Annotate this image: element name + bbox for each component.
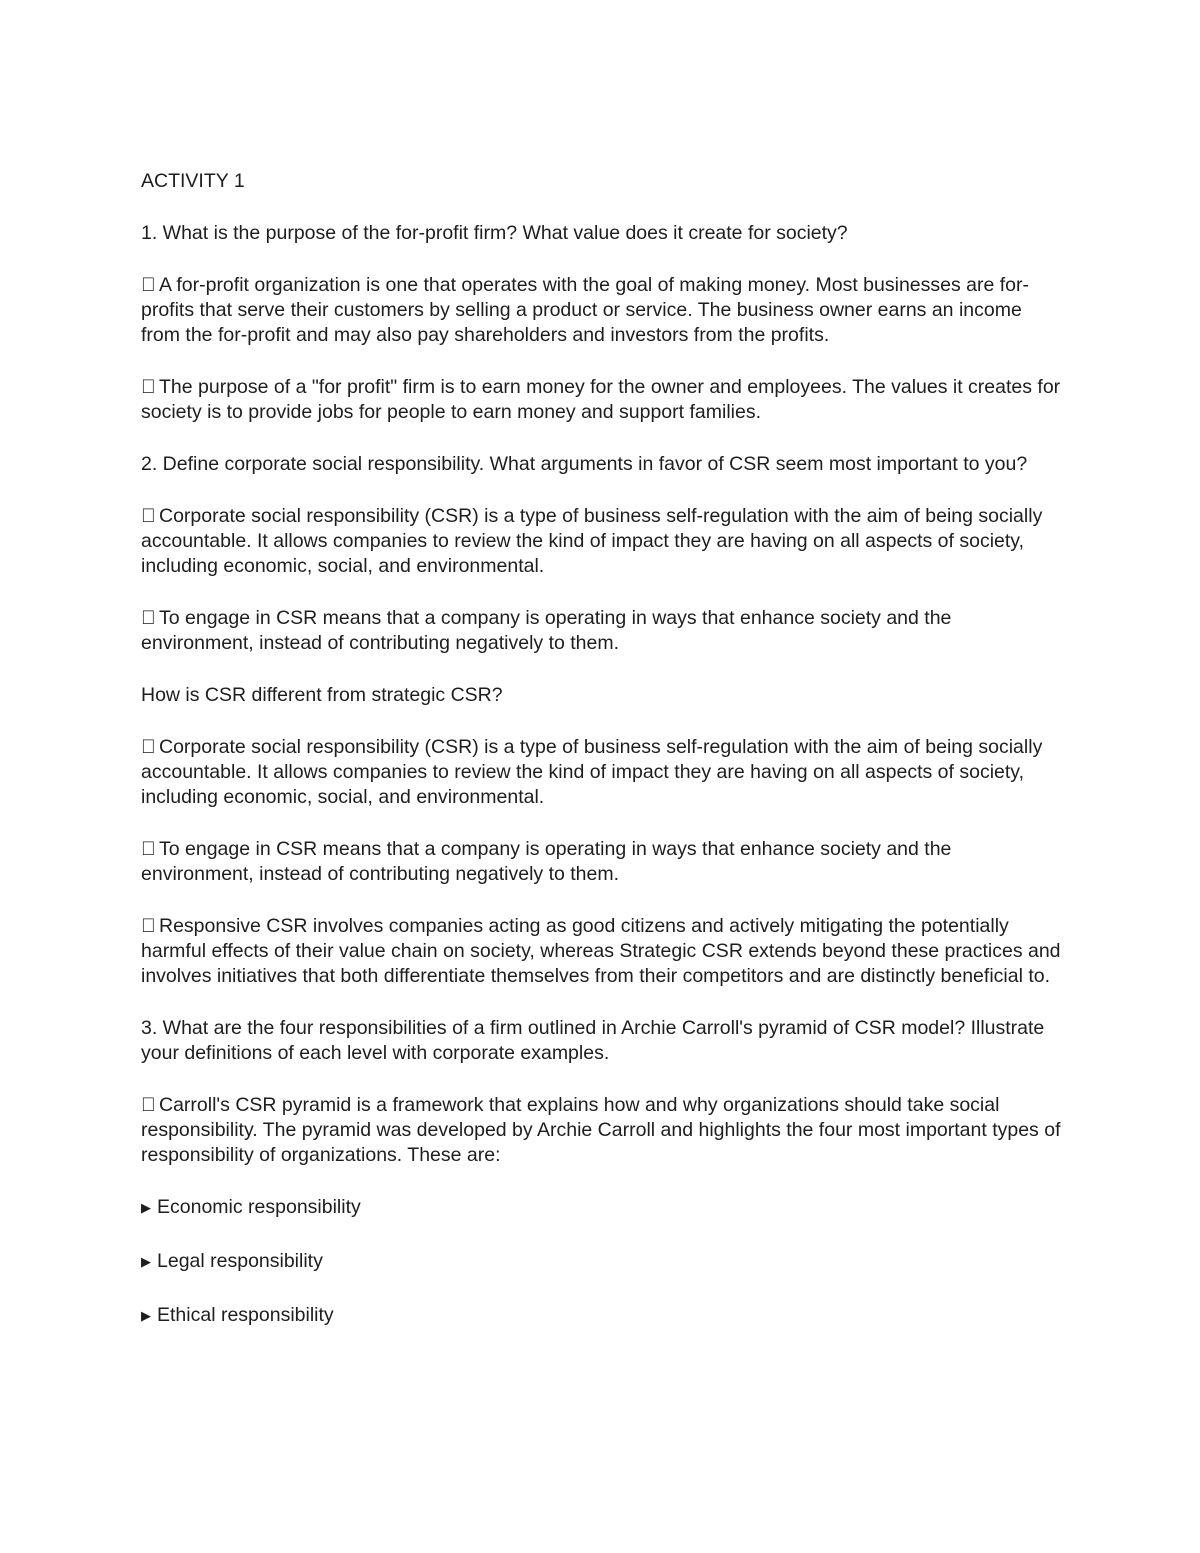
list-item (141, 1303, 1066, 1328)
list-item (141, 1249, 1066, 1274)
missing-glyph-icon (141, 504, 153, 529)
missing-glyph-icon (141, 606, 153, 631)
answer-text: To engage in CSR means that a company is operating in ways that enhance society and the environment, instead of contributing negatively to them. (141, 838, 952, 885)
answer-text: Responsive CSR involves companies acting as good citizens and actively mitigating the potentially harmful effects of their value chain on society, whereas Strategic CSR extends beyond these practices and involves initiatives that both differentiate themselves from their competitors and are distinctly beneficial to. (141, 915, 1061, 987)
answer-text: Corporate social responsibility (CSR) is a type of business self-regulation with the aim of being socially accountable. It allows companies to review the kind of impact they are having on all aspects of society, including economic, social, and environmental. (141, 505, 1043, 577)
activity-title: ACTIVITY 1 (141, 170, 245, 192)
triangle-bullet-icon: ▶ (141, 1254, 151, 1269)
answer-text: A for-profit organization is one that operates with the goal of making money. Most businesses are for-profits that serve their customers by selling a product or service. The business owner earns an income from the for-profit and may also pay shareholders and investors from the profits. (141, 274, 1030, 346)
question-3: 3. What are the four responsibilities of a firm outlined in Archie Carroll's pyramid of CSR model? Illustrate your definitions of each level with corporate examples. (141, 1017, 1045, 1064)
missing-glyph-icon (141, 735, 153, 760)
missing-glyph-icon (141, 837, 153, 862)
missing-glyph-icon (141, 1093, 153, 1118)
answer-paragraph (141, 273, 1066, 348)
missing-glyph-icon (141, 273, 153, 298)
triangle-bullet-icon: ▶ (141, 1200, 151, 1215)
document-page (141, 169, 1066, 1357)
answer-paragraph (141, 375, 1066, 425)
answer-text: To engage in CSR means that a company is operating in ways that enhance society and the environment, instead of contributing negatively to them. (141, 607, 952, 654)
list-item (141, 1195, 1066, 1220)
list-item-text: Legal responsibility (157, 1250, 323, 1272)
answer-text: The purpose of a "for profit" firm is to earn money for the owner and employees. The values it creates for society is to provide jobs for people to earn money and support families. (141, 376, 1061, 423)
question-2: 2. Define corporate social responsibility. What arguments in favor of CSR seem most important to you? (141, 453, 1028, 475)
list-item-text: Ethical responsibility (157, 1304, 334, 1326)
missing-glyph-icon (141, 375, 153, 400)
triangle-bullet-icon: ▶ (141, 1308, 151, 1323)
answer-text: Carroll's CSR pyramid is a framework that explains how and why organizations should take social responsibility. The pyramid was developed by Archie Carroll and highlights the four most important types of responsibility of organizations. These are: (141, 1094, 1061, 1166)
answer-text: Corporate social responsibility (CSR) is a type of business self-regulation with the aim of being socially accountable. It allows companies to review the kind of impact they are having on all aspects of society, including economic, social, and environmental. (141, 736, 1043, 808)
answer-paragraph (141, 837, 1066, 887)
answer-paragraph (141, 735, 1066, 810)
answer-paragraph (141, 1093, 1066, 1168)
list-item-text: Economic responsibility (157, 1196, 361, 1218)
answer-paragraph (141, 606, 1066, 656)
answer-paragraph (141, 504, 1066, 579)
question-2b: How is CSR different from strategic CSR? (141, 684, 503, 706)
question-1: 1. What is the purpose of the for-profit firm? What value does it create for society? (141, 222, 848, 244)
answer-paragraph (141, 914, 1066, 989)
missing-glyph-icon (141, 914, 153, 939)
